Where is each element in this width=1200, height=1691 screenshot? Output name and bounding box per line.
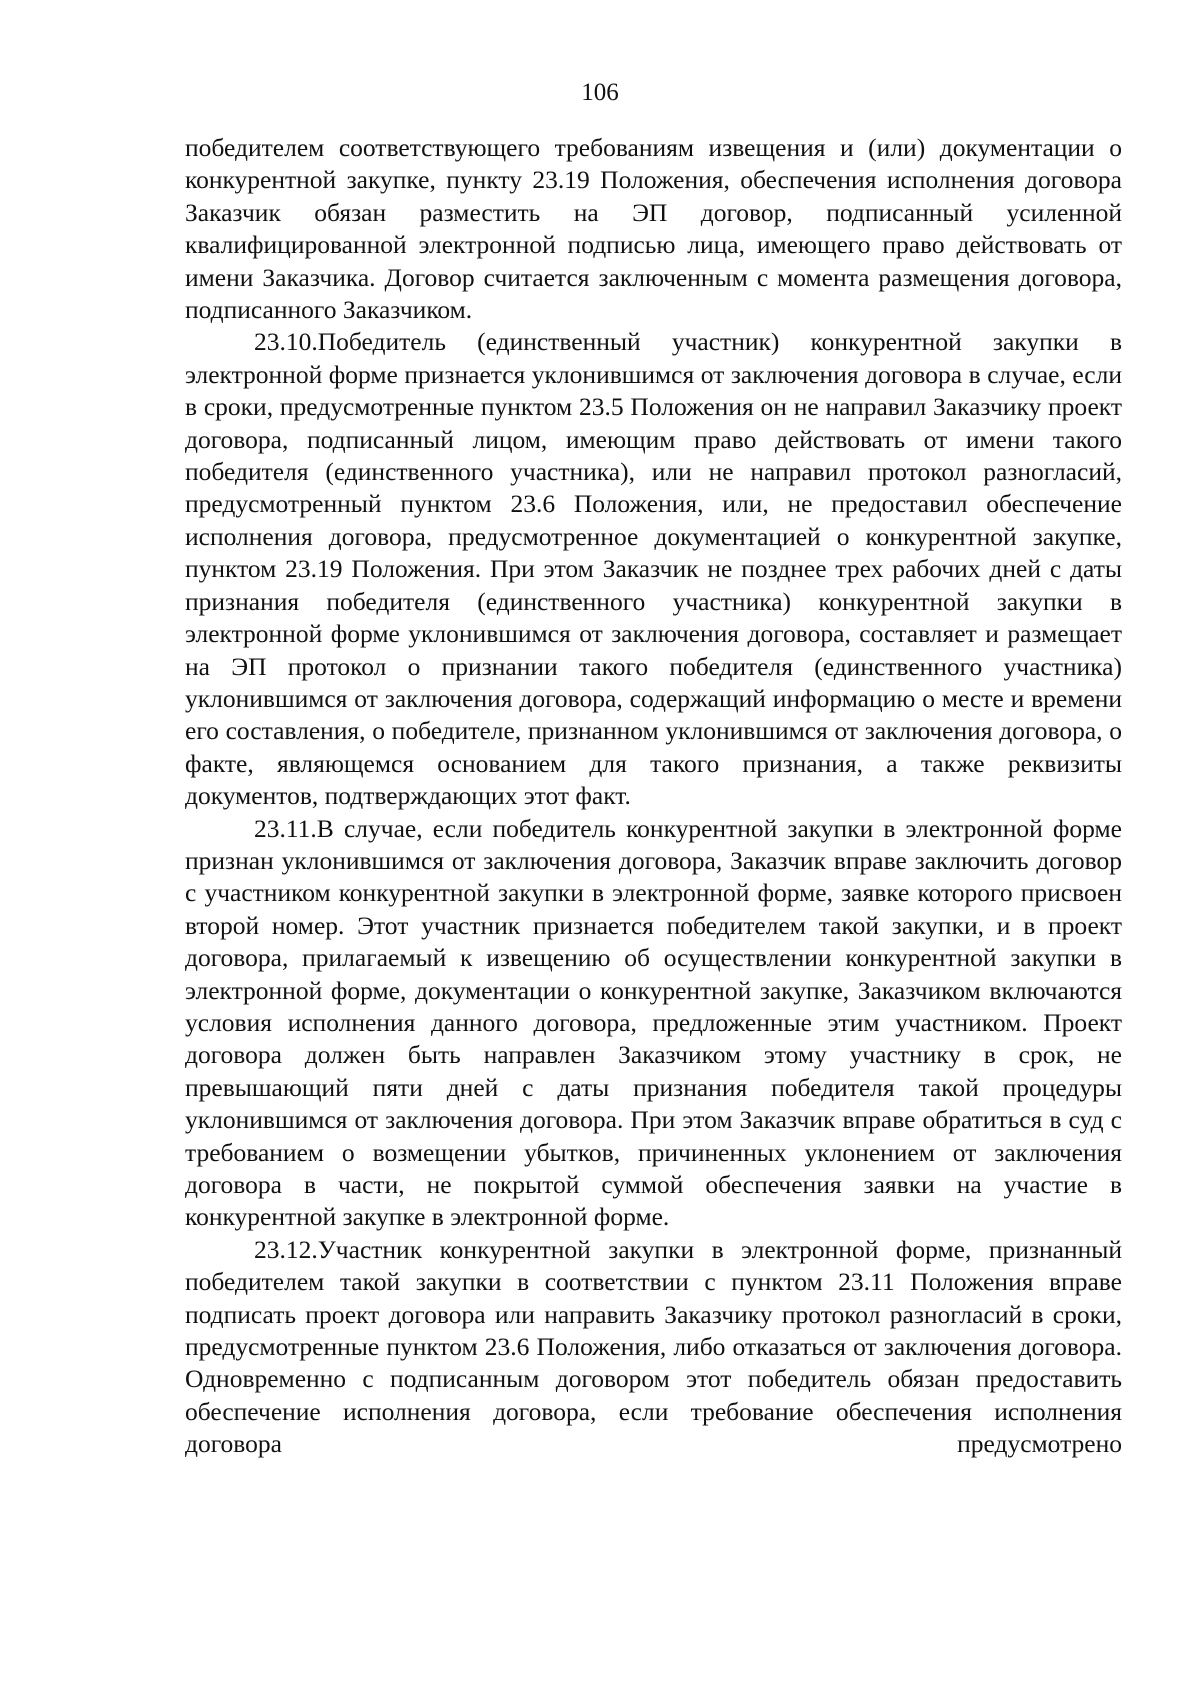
paragraph-23-11: 23.11.В случае, если победитель конкурентной закупки в электронной форме признан уклонившимся от заключения договора, Заказчик вправе заключить договор с участником конкурентной закупки в электронной форме, заявке которого присвоен второй номер. Этот участник признается победителем такой закупки, и в проект договора, прилагаемый к извещению об осуществлении конкурентной закупки в электронной форме, документации о конкурентной закупке, Заказчиком включаются условия исполнения данного договора, предложенные этим участником. Проект договора должен быть направлен Заказчиком этому участнику в срок, не превышающий пяти дней с даты признания победителя такой процедуры уклонившимся от заключения договора. При этом Заказчик вправе обратиться в суд с требованием о возмещении убытков, причиненных уклонением от заключения договора в части, не покрытой суммой обеспечения заявки на участие в конкурентной закупке в электронной форме.	[185, 813, 1122, 1232]
paragraph-23-10: 23.10.Победитель (единственный участник) конкурентной закупки в электронной форме признается уклонившимся от заключения договора в случае, если в сроки, предусмотренные пунктом 23.5 Положения он не направил Заказчику проект договора, подписанный лицом, имеющим право действовать от имени такого победителя (единственного участника), или не направил протокол разногласий, предусмотренный пунктом 23.6 Положения, или, не предоставил обеспечение исполнения договора, предусмотренное документацией о конкурентной закупке, пунктом 23.19 Положения. При этом Заказчик не позднее трех рабочих дней с даты признания победителя (единственного участника) конкурентной закупки в электронной форме уклонившимся от заключения договора, составляет и размещает на ЭП протокол о признании такого победителя (единственного участника) уклонившимся от заключения договора, содержащий информацию о месте и времени его составления, о победителе, признанном уклонившимся от заключения договора, о факте, являющемся основанием для такого признания, а также реквизиты документов, подтверждающих этот факт.	[185, 327, 1122, 811]
paragraph-continuation: победителем соответствующего требованиям извещения и (или) документации о конкурентной закупке, пункту 23.19 Положения, обеспечения исполнения договора Заказчик обязан разместить на ЭП договор, подписанный усиленной квалифицированной электронной подписью лица, имеющего право действовать от имени Заказчика. Договор считается заключенным с момента размещения договора, подписанного Заказчиком.	[185, 133, 1122, 325]
page-number: 106	[581, 79, 619, 106]
paragraph-23-12: 23.12.Участник конкурентной закупки в электронной форме, признанный победителем такой закупки в соответствии с пунктом 23.11 Положения вправе подписать проект договора или направить Заказчику протокол разногласий в сроки, предусмотренные пунктом 23.6 Положения, либо отказаться от заключения договора. Одновременно с подписанным договором этот победитель обязан предоставить обеспечение исполнения договора, если требование обеспечения исполнения договора предусмотрено	[185, 1234, 1122, 1459]
document-body	[185, 132, 1122, 1461]
